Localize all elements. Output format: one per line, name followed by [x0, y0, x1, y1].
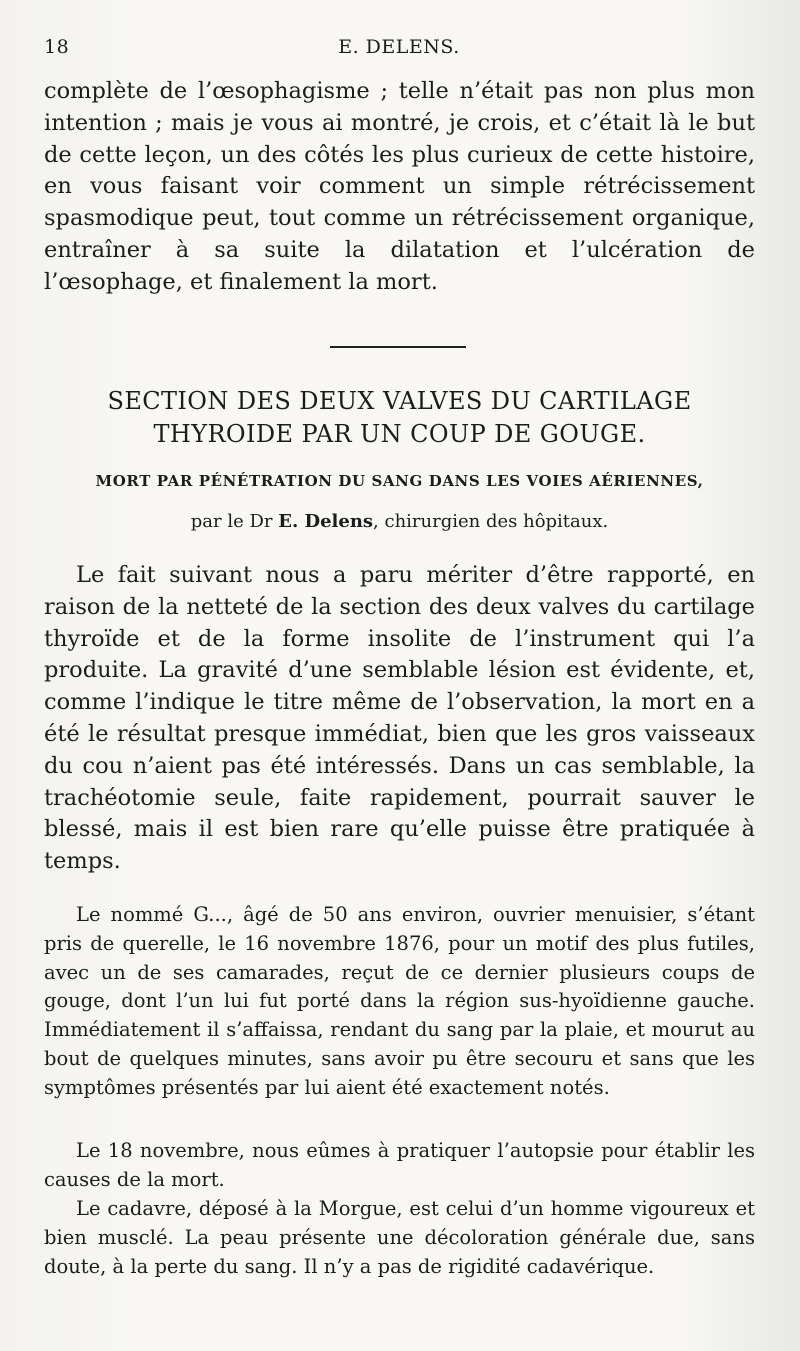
- lead-paragraph: [44, 560, 755, 878]
- article-title-line2: THYROIDE PAR UN COUP DE GOUGE.: [153, 420, 646, 448]
- byline-prefix: par le Dr: [190, 511, 273, 532]
- article-subtitle: MORT PAR PÉNÉTRATION DU SANG DANS LES VOIES AÉRIENNES,: [95, 472, 704, 490]
- intro-paragraph-text: complète de l’œsophagisme ; telle n’était pas non plus mon intention ; mais je vous ai montré, je crois, et c’était là le but de cette leçon, un des côtés les plus curieux de cette histoire, en vous faisant voir comment un simple rétrécissement spasmodique peut, tout comme un rétrécissement organique, entraîner à sa suite la dilatation et l’ulcération de l’œsophage, et finalement la mort.: [44, 78, 755, 295]
- article-byline: [44, 511, 755, 532]
- section-divider: [330, 346, 466, 348]
- autopsy-paragraph-text: Le 18 novembre, nous eûmes à pratiquer l’autopsie pour établir les causes de la mort.: [44, 1139, 755, 1191]
- running-title: E. DELENS.: [338, 36, 460, 58]
- case-paragraph-text: Le nommé G..., âgé de 50 ans environ, ouvrier menuisier, s’étant pris de querelle, le 16 novembre 1876, pour un motif des plus futiles, avec un de ses camarades, reçut de ce dernier plusieurs coups de gouge, dont l’un lui fut porté dans la région sus-hyoïdienne gauche. Immédiatement il s’affaissa, rendant du sang par la plaie, et mourut au bout de quelques minutes, sans avoir pu être secouru et sans que les symptômes présentés par lui aient été exactement notés.: [44, 903, 755, 1099]
- article-title: [44, 385, 755, 451]
- intro-paragraph: [44, 76, 755, 299]
- cadaver-paragraph-text: Le cadavre, déposé à la Morgue, est celui d’un homme vigoureux et bien musclé. La peau présente une décoloration générale due, sans doute, à la perte du sang. Il n’y a pas de rigidité cadavérique.: [44, 1197, 755, 1278]
- byline-author: E. Delens: [278, 511, 374, 532]
- article-title-line1: SECTION DES DEUX VALVES DU CARTILAGE: [107, 387, 692, 415]
- page-number: 18: [44, 36, 70, 58]
- lead-paragraph-text: Le fait suivant nous a paru mériter d’être rapporté, en raison de la netteté de la section des deux valves du cartilage thyroïde et de la forme insolite de l’instrument qui l’a produite. La gravité d’une semblable lésion est évidente, et, comme l’indique le titre même de l’observation, la mort en a été le résultat presque immédiat, bien que les gros vaisseaux du cou n’aient pas été intéressés. Dans un cas semblable, la trachéotomie seule, faite rapidement, pourrait sauver le blessé, mais il est bien rare qu’elle puisse être pratiquée à temps.: [44, 562, 755, 875]
- byline-suffix: , chirurgien des hôpitaux.: [373, 511, 609, 532]
- running-head: [44, 36, 754, 66]
- autopsy-paragraph: [44, 1137, 755, 1195]
- cadaver-paragraph: [44, 1195, 755, 1281]
- case-paragraph: [44, 901, 755, 1103]
